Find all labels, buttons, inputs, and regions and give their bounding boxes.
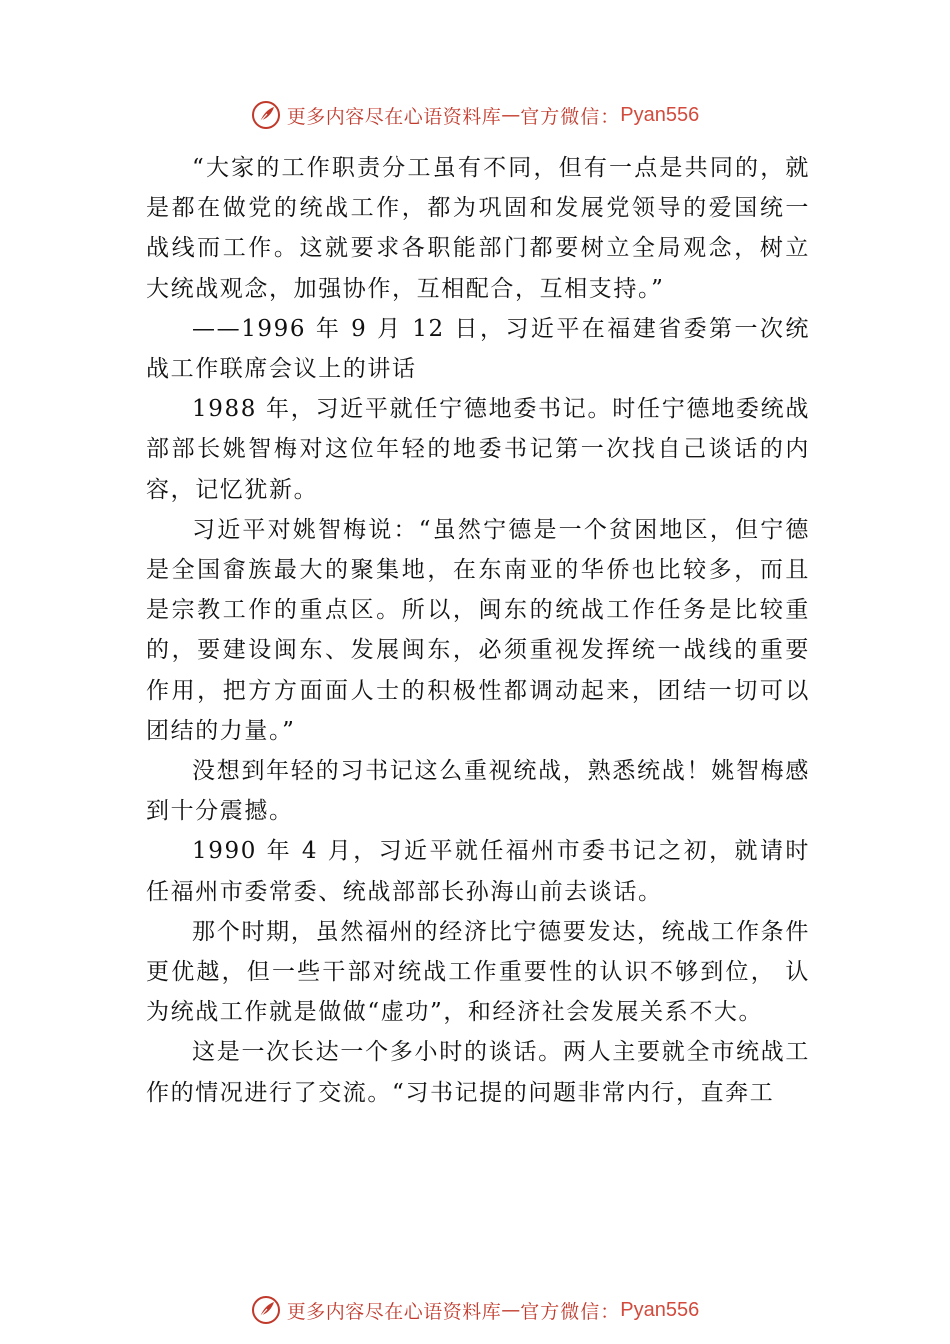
footer-banner	[0, 1290, 950, 1330]
feather-quill-logo-icon	[251, 100, 281, 130]
paragraph-attribution: ——1996 年 9 月 12 日，习近平在福建省委第一次统战工作联席会议上的讲话	[146, 315, 810, 383]
paragraph-xi-to-yao: 习近平对姚智梅说：“虽然宁德是一个贫困地区，但宁德是全国畲族最大的聚集地，在东南亚的华侨也比较多，而且是宗教工作的重点区。所以，闽东的统战工作任务是比较重的，要建设闽东、发展闽东，必须重视发挥统一战线的重要作用，把方方面面人士的积极性都调动起来，团结一切可以团结的力量。”	[146, 516, 810, 744]
banner-title: 更多内容尽在心语资料库	[286, 1300, 502, 1323]
banner-subtitle: 官方微信：	[520, 105, 621, 128]
paragraph-long-talk: 这是一次长达一个多小时的谈话。两人主要就全市统战工作的情况进行了交流。“习书记提的问题非常内行，直奔工	[146, 1039, 810, 1106]
paragraph-fuzhou-1990: 1990 年 4 月，习近平就任福州市委书记之初，就请时任福州市委常委、统战部部长孙海山前去谈话。	[146, 838, 810, 905]
banner-title: 更多内容尽在心语资料库	[286, 105, 502, 128]
banner-separator: —	[501, 1299, 521, 1321]
paragraph-ningde-1988: 1988 年，习近平就任宁德地委书记。时任宁德地委统战部部长姚智梅对这位年轻的地委书记第一次找自己谈话的内容，记忆犹新。	[146, 396, 810, 503]
header-banner	[0, 95, 950, 135]
banner-separator: —	[501, 104, 521, 126]
paragraph-quote: “大家的工作职责分工虽有不同，但有一点是共同的，就是都在做党的统战工作，都为巩固和发展党领导的爱国统一战线而工作。这就要求各职能部门都要树立全局观念，树立大统战观念，加强协作，互相配合，互相支持。”	[146, 155, 810, 302]
banner-subtitle: 官方微信：	[520, 1300, 621, 1323]
document-body	[146, 148, 810, 1113]
banner-wechat-id: Pyan556	[620, 1298, 700, 1321]
paragraph-yao-reaction: 没想到年轻的习书记这么重视统战，熟悉统战！姚智梅感到十分震撼。	[146, 758, 810, 825]
feather-quill-logo-icon	[251, 1295, 281, 1325]
paragraph-that-period: 那个时期，虽然福州的经济比宁德要发达，统战工作条件更优越，但一些干部对统战工作重要性的认识不够到位， 认为统战工作就是做做“虚功”，和经济社会发展关系不大。	[146, 918, 810, 1026]
banner-wechat-id: Pyan556	[620, 103, 700, 126]
